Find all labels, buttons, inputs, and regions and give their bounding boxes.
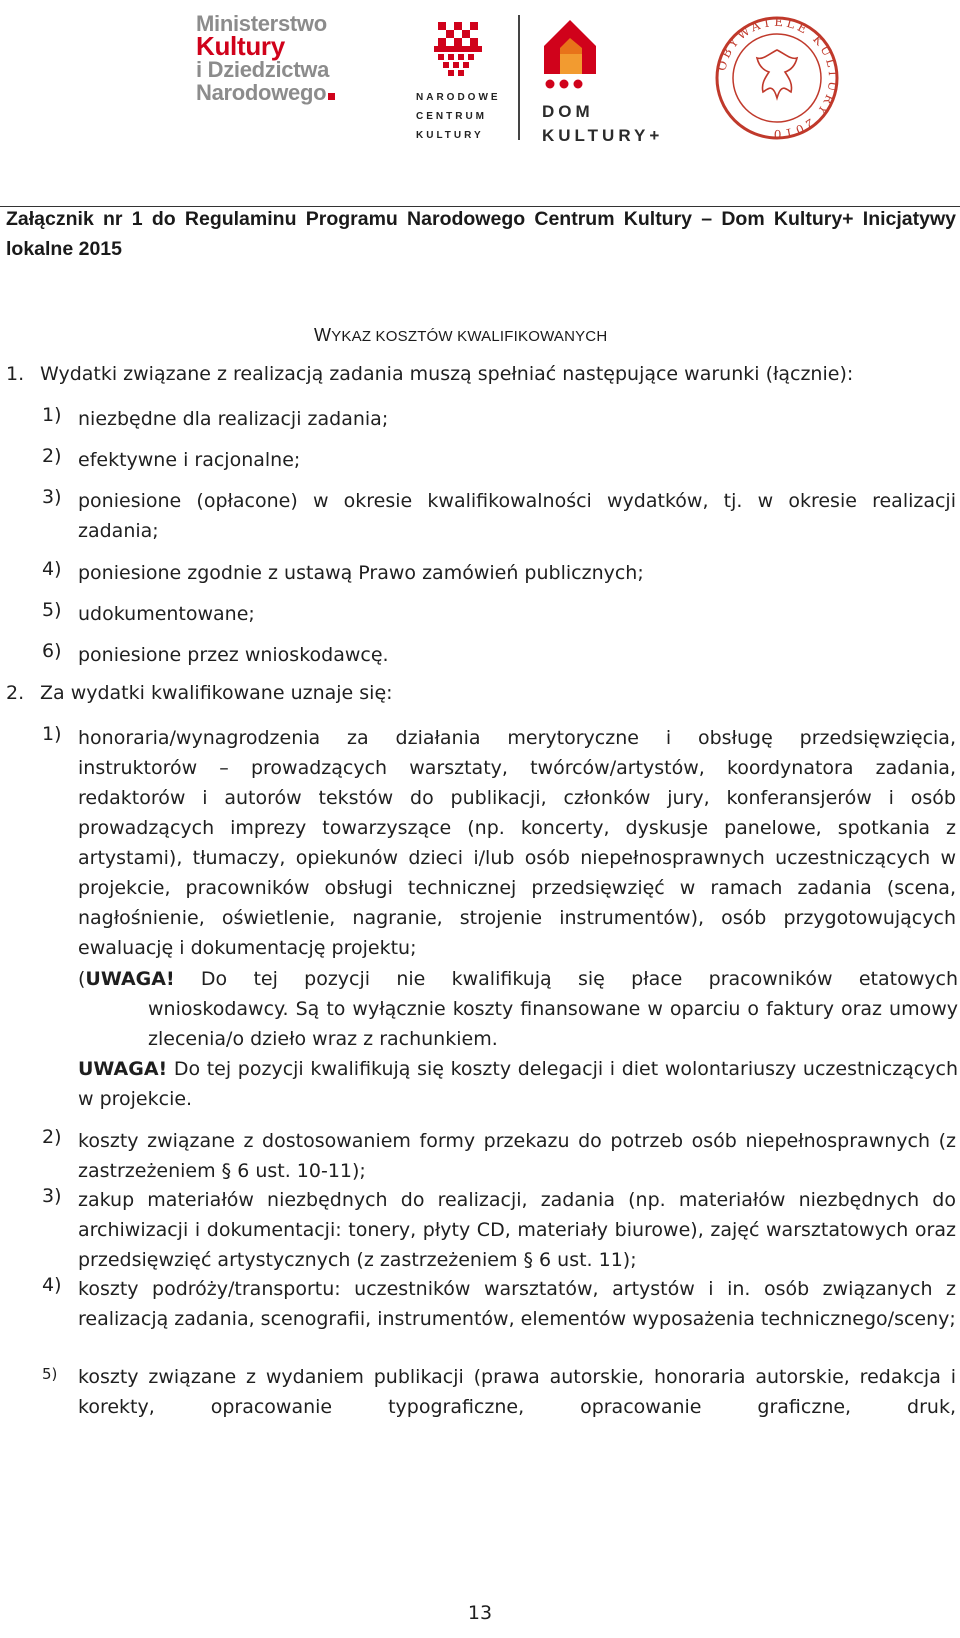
list-item: 1) niezbędne dla realizacji zadania; (42, 404, 389, 430)
list-item: 3) zakup materiałów niezbędnych do realizacji, zadania (np. materiałów niezbędnych do archiwizacji i dokumentacji: tonery, płyty CD, materiały biurowe), zajęć warsztatowych oraz przedsięwzięć artystycznych (z zastrzeżeniem § 6 ust. 11); (42, 1185, 956, 1271)
ministry-logo: Ministerstwo Kultury i Dziedzictwa Narodowego (196, 12, 356, 112)
obywatele-kultury-seal (713, 14, 841, 142)
list-item: 4) poniesione zgodnie z ustawą Prawo zamówień publicznych; (42, 558, 644, 584)
dom-kultury-logo: DOM KULTURY+ (538, 14, 678, 144)
house-icon (538, 14, 608, 94)
logo-divider (518, 15, 520, 140)
list-item: 1) honoraria/wynagrodzenia za działania merytoryczne i obsługę przedsięwzięcia, instruktorów – prowadzących warsztaty, twórców/artystów, koordynatora zadania, redaktorów i autorów tekstów do publikacji, członków jury, konferansjerów i osób prowadzących imprezy towarzyszące (np. koncerty, dyskusje panelowe, spotkania z artystami), tłumaczy, opiekunów dzieci i/lub osób niepełnosprawnych uczestniczących w projekcie, pracowników obsługi technicznej przedsięwzięć w ramach zadania (scena, nagłośnienie, oświetlenie, nagranie, strojenie instrumentów), osób przygotowujących ewaluację i dokumentację projektu; (42, 723, 956, 959)
nck-logo: NARODOWE CENTRUM KULTURY (410, 22, 502, 142)
page-number: 13 (467, 1602, 493, 1624)
annex-title: Załącznik nr 1 do Regulaminu Programu Narodowego Centrum Kultury – Dom Kultury+ Inicjatywy lokalne 2015 (6, 208, 956, 260)
section-heading: WYKAZ KOSZTÓW KWALIFIKOWANYCH (314, 325, 608, 345)
svg-text:OBYWATELE KULTURY 2010: OBYWATELE KULTURY 2010 (714, 14, 841, 142)
list-item: 2) koszty związane z dostosowaniem formy przekazu do potrzeb osób niepełnosprawnych (z zastrzeżeniem § 6 ust. 10-11); (42, 1126, 956, 1182)
list-item: 6) poniesione przez wnioskodawcę. (42, 640, 389, 666)
list-item: 4) koszty podróży/transportu: uczestników warsztatów, artystów i in. osób związanych z realizacją zadania, scenografii, instrumentów, elementów wyposażenia technicznego/sceny; (42, 1274, 956, 1330)
page-header (0, 0, 960, 200)
nck-emblem-icon (434, 22, 482, 80)
list-item: 3) poniesione (opłacone) w okresie kwalifikowalności wydatków, tj. w okresie realizacji zadania; (42, 486, 956, 542)
list-item: 5) koszty związane z wydaniem publikacji (prawa autorskie, honoraria autorskie, redakcja i korekty, opracowanie typograficzne, opracowanie graficzne, druk, (42, 1365, 956, 1418)
list-item: 2) efektywne i racjonalne; (42, 445, 301, 471)
note-uwaga-2: UWAGA! Do tej pozycji kwalifikują się koszty delegacji i diet wolontariuszy uczestniczących w projekcie. (78, 1058, 958, 1110)
list-item: 5) udokumentowane; (42, 599, 255, 625)
seal-eagle-icon (713, 14, 841, 142)
note-uwaga-1: (UWAGA! Do tej pozycji nie kwalifikują się płace pracowników etatowych wnioskodawcy. Są to wyłącznie koszty finansowane w oparciu o faktury oraz umowy zlecenia/o dzieło wraz z rachunkiem. (78, 968, 958, 1050)
